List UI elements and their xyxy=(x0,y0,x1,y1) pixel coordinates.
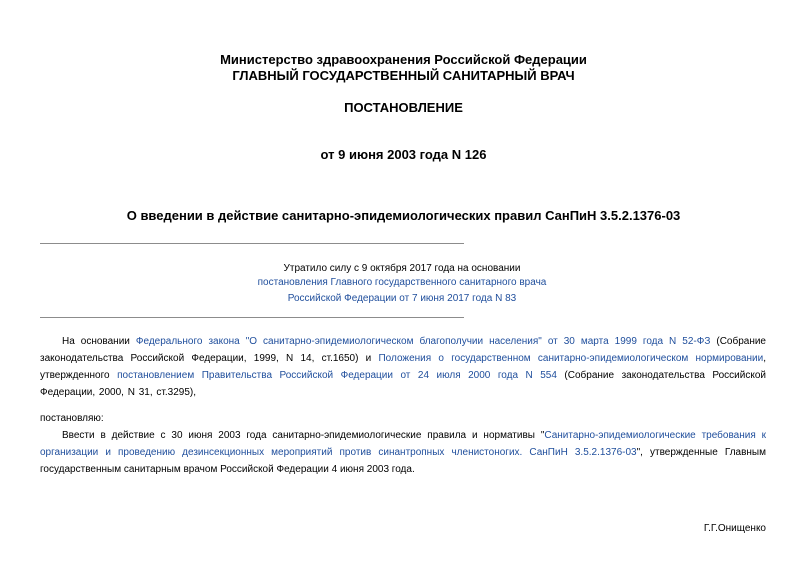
repeal-decree-link[interactable]: постановления Главного государственного санитарного врача xyxy=(257,277,547,288)
enactment-suffix: ", утвержденные Главным государственным санитарным врачом Российской Федерации 4 июня 2003 года. xyxy=(40,447,766,475)
basis-paragraph xyxy=(40,333,766,401)
ministry-heading: Министерство здравоохранения Российской Федерации xyxy=(220,52,587,67)
document-type-heading: ПОСТАНОВЛЕНИЕ xyxy=(344,100,463,115)
status-divider-top xyxy=(40,243,464,244)
enactment-paragraph xyxy=(40,427,766,478)
basis-text-2: , утвержденного xyxy=(40,353,766,381)
status-note-text: Утратило силу с 9 октября 2017 года на основании xyxy=(283,263,521,274)
date-number-heading: от 9 июня 2003 года N 126 xyxy=(320,147,487,162)
resolution-word: постановляю: xyxy=(40,413,104,424)
government-decree-link[interactable]: постановлением Правительства Российской Федерации от 24 июля 2000 года N 554 xyxy=(117,370,557,381)
basis-text-1: (Собрание законодательства Российской Федерации, 1999, N 14, ст.1650) и xyxy=(40,336,766,364)
chief-doctor-heading: ГЛАВНЫЙ ГОСУДАРСТВЕННЫЙ САНИТАРНЫЙ ВРАЧ xyxy=(232,68,575,83)
status-divider-bottom xyxy=(40,317,464,318)
federal-law-link[interactable]: Федерального закона "О санитарно-эпидемиологическом благополучии населения" от 30 марта 1999 года N 52-ФЗ xyxy=(135,336,711,347)
basis-text-3: (Собрание законодательства Российской Федерации, 2000, N 31, ст.3295), xyxy=(40,370,766,398)
sanpin-link[interactable]: Санитарно-эпидемиологические требования к организации и проведению дезинсекционных мероприятий против синантропных членистоногих. СанПиН 3.5.2.1376-03 xyxy=(40,430,766,458)
basis-prefix: На основании xyxy=(62,336,136,347)
signature: Г.Г.Онищенко xyxy=(703,523,766,534)
regulation-link[interactable]: Положения о государственном санитарно-эпидемиологическом нормировании xyxy=(378,353,764,364)
repeal-decree-link-cont[interactable]: Российской Федерации от 7 июня 2017 года N 83 xyxy=(287,293,517,304)
document-title: О введении в действие санитарно-эпидемиологических правил СанПиН 3.5.2.1376-03 xyxy=(126,208,681,223)
enactment-prefix: Ввести в действие с 30 июня 2003 года санитарно-эпидемиологические правила и нормативы " xyxy=(62,430,545,441)
